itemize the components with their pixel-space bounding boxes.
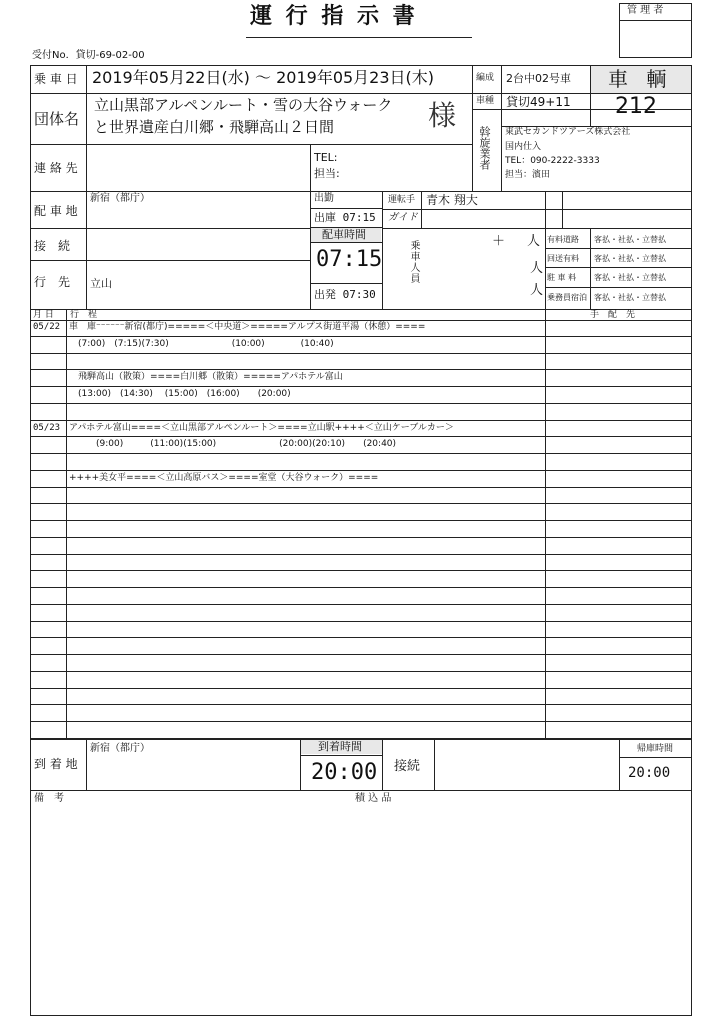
- honorific: 様: [428, 99, 457, 132]
- connection-label: 接 続: [34, 239, 71, 253]
- itinerary-arrange-header: 手 配 先: [590, 310, 636, 320]
- itinerary-table: [30, 320, 692, 739]
- arrival-label: 到 着 地: [34, 757, 78, 771]
- itinerary-row: [30, 454, 692, 471]
- broker-company: 東武セカンドツアーズ株式会社: [505, 127, 631, 137]
- itinerary-row: [30, 320, 692, 337]
- itinerary-row: [30, 722, 692, 739]
- fee-value-lodging: 客払・社払・立替払: [594, 293, 666, 302]
- itinerary-row: [30, 521, 692, 538]
- dispatch-time-label: 配車時間: [322, 228, 366, 241]
- itinerary-row: [30, 555, 692, 572]
- passengers-unit-3: 人: [530, 283, 544, 298]
- itinerary-date: 05/22: [33, 322, 61, 332]
- itinerary-row: [30, 538, 692, 555]
- itinerary-text: (13:00) (14:30) (15:00) (16:00) (20:00): [69, 389, 291, 400]
- vehicle-type-label: 車種: [476, 96, 495, 106]
- destination-value: 立山: [90, 277, 112, 290]
- itinerary-row: [30, 387, 692, 404]
- itinerary-row: [30, 605, 692, 622]
- fee-value-deadhead: 客払・社払・立替払: [594, 254, 666, 263]
- itinerary-row: [30, 689, 692, 706]
- contact-person-label: 担当:: [314, 167, 340, 180]
- itinerary-text: (7:00) (7:15)(7:30) (10:00) (10:40): [69, 338, 334, 349]
- driver-label: 運転手: [388, 195, 416, 205]
- contact-tel-label: TEL:: [314, 151, 338, 164]
- itinerary-text: (9:00) (11:00)(15:00) (20:00)(20:10) (20:40): [69, 439, 397, 450]
- broker-person: 担当：濱田: [505, 170, 551, 180]
- fee-label-toll: 有料道路: [547, 235, 579, 244]
- itinerary-row: [30, 638, 692, 655]
- return-time: 20:00: [628, 765, 671, 781]
- itinerary-route-header: 行 程: [70, 310, 98, 320]
- itinerary-text: ++++美女平====＜立山高原バス＞====室堂（大谷ウォーク）====: [69, 472, 379, 483]
- group-name-line2: と世界遺産白川郷・飛騨高山２日間: [94, 118, 335, 136]
- itinerary-text: アパホテル富山====＜立山黒部アルペンルート＞====立山駅++++＜立山ケーブルカー＞: [69, 422, 454, 433]
- title-underline: [246, 37, 472, 38]
- group-name-line1: 立山黒部アルペンルート・雪の大谷ウォーク: [94, 96, 393, 114]
- arrival-place: 新宿（都庁）: [90, 743, 150, 754]
- itinerary-row: [30, 622, 692, 639]
- broker-label: 斡旋業者: [478, 126, 491, 170]
- manager-label: 管 理 者: [627, 5, 664, 16]
- itinerary-row: [30, 488, 692, 505]
- contact-label: 連 絡 先: [34, 161, 78, 175]
- arrival-time-label: 到着時間: [318, 740, 362, 753]
- formation-value: 2台中02号車: [506, 72, 571, 85]
- depart-time: 出発 07:30: [314, 288, 376, 301]
- remarks-label: 備 考: [34, 793, 64, 804]
- destination-label: 行 先: [34, 275, 71, 289]
- riding-day-value: 2019年05月22日(水) ～ 2019年05月23日(木): [92, 68, 435, 87]
- cargo-label: 積 込 品: [355, 793, 392, 804]
- fee-label-parking: 駐 車 料: [547, 273, 577, 282]
- itinerary-row: [30, 705, 692, 722]
- itinerary-row: [30, 471, 692, 488]
- itinerary-row: [30, 437, 692, 454]
- fee-value-toll: 客払・社払・立替払: [594, 235, 666, 244]
- riding-day-label: 乗 車 日: [34, 72, 78, 86]
- fee-label-deadhead: 回送有料: [547, 254, 579, 263]
- duty-label: 出勤: [314, 193, 334, 204]
- vehicle-label: 車 輌: [608, 67, 673, 91]
- vehicle-type-value: 貸切49+11: [506, 95, 571, 109]
- passengers-unit: 人: [527, 234, 541, 249]
- itinerary-row: [30, 504, 692, 521]
- itinerary-row: [30, 655, 692, 672]
- guide-label: ガイド: [388, 212, 418, 223]
- itinerary-text: 車 庫⁻⁻⁻⁻⁻⁻新宿(都庁)=====＜中央道＞=====アルプス街道平湯（休憩）====: [69, 322, 426, 332]
- vehicle-number: 212: [615, 94, 657, 119]
- itinerary-row: [30, 672, 692, 689]
- dispatch-time: 07:15: [316, 247, 383, 272]
- itinerary-row: [30, 354, 692, 371]
- fee-label-lodging: 乗務員宿泊: [547, 293, 587, 302]
- itinerary-row: [30, 421, 692, 438]
- broker-tel: TEL：090-2222-3333: [505, 156, 600, 166]
- itinerary-date: 05/23: [33, 422, 61, 433]
- passengers-label: 乗車人員: [408, 240, 419, 284]
- itinerary-date-header: 月 日: [33, 310, 54, 320]
- passengers-plus: ＋: [492, 234, 506, 249]
- itinerary-row: [30, 571, 692, 588]
- passengers-unit-2: 人: [530, 261, 544, 276]
- arrival-connection: 接続: [394, 759, 421, 774]
- fee-value-parking: 客払・社払・立替払: [594, 273, 666, 282]
- itinerary-text: 飛騨高山（散策）====白川郷（散策）=====アパホテル富山: [69, 372, 343, 383]
- dispatch-place: 新宿（都庁）: [90, 193, 150, 204]
- formation-label: 編成: [476, 73, 495, 83]
- document-title: 運 行 指 示 書: [250, 4, 418, 29]
- broker-division: 国内仕入: [505, 142, 542, 152]
- itinerary-row: [30, 588, 692, 605]
- arrival-time: 20:00: [311, 760, 378, 785]
- dispatch-label: 配 車 地: [34, 204, 78, 218]
- itinerary-row: [30, 404, 692, 421]
- receipt-number: 受付No．貸切-69-02-00: [32, 50, 145, 61]
- group-name-label: 団体名: [34, 110, 80, 128]
- return-time-label: 帰庫時間: [637, 744, 674, 754]
- driver-name: 青木 翔大: [426, 193, 478, 207]
- depot-time: 出庫 07:15: [314, 211, 376, 224]
- itinerary-row: [30, 337, 692, 354]
- itinerary-row: [30, 370, 692, 387]
